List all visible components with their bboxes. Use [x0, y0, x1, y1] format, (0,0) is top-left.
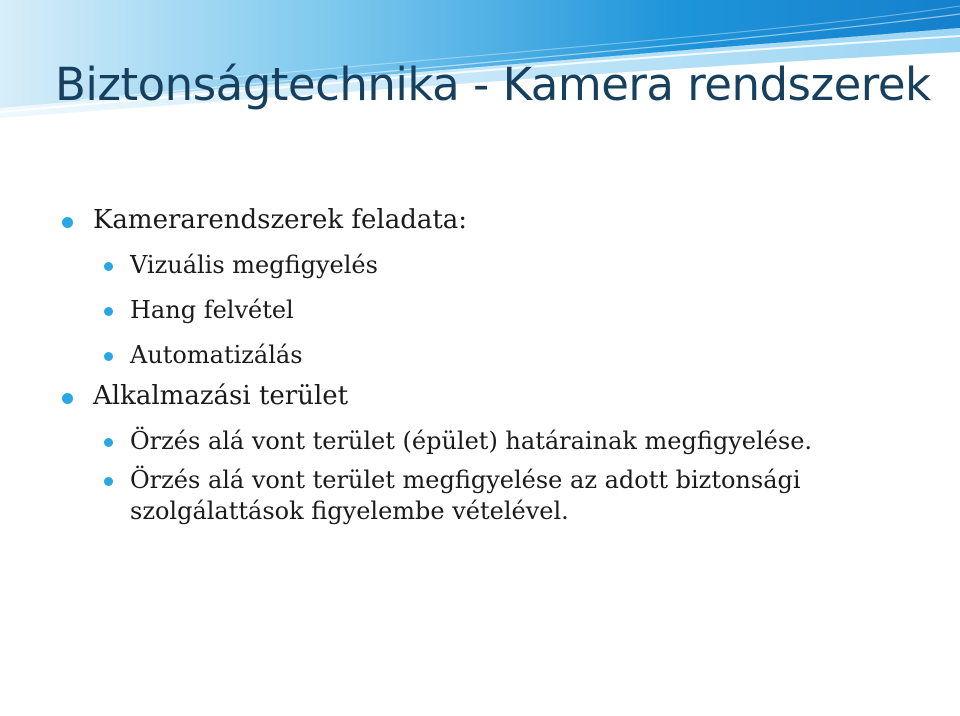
bullet-item	[0, 381, 960, 412]
sub-bullet-text: Örzés alá vont terület (épület) határainak megfigyelése.	[130, 427, 813, 455]
bullet-dot-icon	[104, 307, 113, 316]
sub-bullet-item	[0, 340, 960, 371]
bullet-dot-icon	[62, 217, 73, 228]
bullet-dot-icon	[104, 477, 113, 486]
bullet-text: Kamerarendszerek feladata:	[93, 205, 468, 235]
sub-bullet-item	[0, 465, 960, 527]
sub-bullet-item	[0, 426, 960, 457]
bullet-dot-icon	[104, 438, 113, 447]
bullet-item	[0, 205, 960, 236]
sub-bullet-text: Örzés alá vont terület megfigyelése az adott biztonsági szolgálattások figyelembe vételével.	[130, 466, 801, 525]
bullet-list	[0, 205, 960, 541]
sub-bullet-text: Automatizálás	[130, 341, 303, 369]
bullet-dot-icon	[104, 262, 113, 271]
bullet-text: Alkalmazási terület	[93, 381, 349, 411]
sub-bullet-text: Vizuális megfigyelés	[130, 251, 378, 279]
bullet-dot-icon	[62, 393, 73, 404]
slide-title: Biztonságtechnika - Kamera rendszerek	[55, 58, 931, 111]
sub-bullet-text: Hang felvétel	[130, 296, 294, 324]
bullet-dot-icon	[104, 352, 113, 361]
sub-bullet-item	[0, 250, 960, 281]
sub-bullet-item	[0, 295, 960, 326]
